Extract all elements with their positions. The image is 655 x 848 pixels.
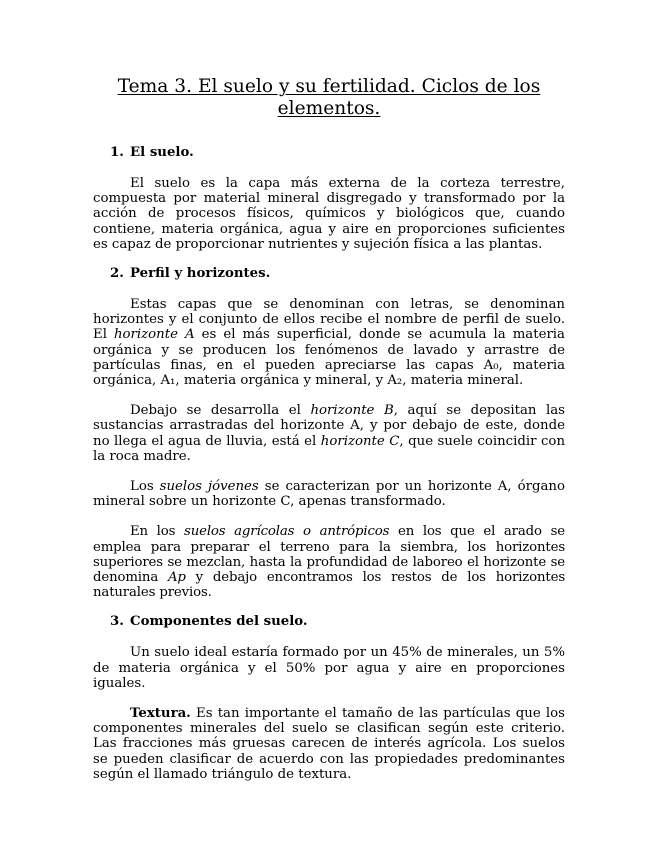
section-number: 3. bbox=[110, 614, 124, 630]
section-heading bbox=[93, 614, 565, 630]
paragraph: Estas capas que se denominan con letras, se denominan horizontes y el conjunto de ellos recibe el nombre de perfil de suelo. El horizonte A es el más superficial, donde se acumula la materia orgánica y se producen los fenómenos de lavado y arrastre de partículas finas, en el pueden apreciarse las capas A₀, materia orgánica, A₁, materia orgánica y mineral, y A₂, materia mineral. bbox=[93, 297, 565, 389]
paragraph: El suelo es la capa más externa de la corteza terrestre, compuesta por material mineral disgregado y transformado por la acción de procesos físicos, químicos y biológicos que, cuando contiene, materia orgánica, agua y aire en proporciones suficientes es capaz de proporcionar nutrientes y sujeción física a las plantas. bbox=[93, 176, 565, 252]
term-textura: Textura. bbox=[130, 706, 191, 722]
section-el-suelo bbox=[93, 145, 565, 252]
section-heading bbox=[93, 145, 565, 161]
paragraph: Un suelo ideal estaría formado por un 45% de minerales, un 5% de materia orgánica y el 50% por agua y aire en proporciones iguales. bbox=[93, 645, 565, 691]
document-page bbox=[93, 0, 565, 782]
term-suelos-jovenes: suelos jóvenes bbox=[159, 479, 259, 495]
section-number: 1. bbox=[110, 145, 124, 160]
term-horizonte-b: horizonte B bbox=[310, 403, 394, 419]
paragraph: En los suelos agrícolas o antrópicos en los que el arado se emplea para preparar el terreno para la siembra, los horizontes superiores se mezclan, hasta la profundidad de laboreo el horizonte se denomina Ap y debajo encontramos los restos de los horizontes naturales previos. bbox=[93, 524, 566, 601]
section-heading bbox=[93, 266, 565, 282]
section-title: Perfil y horizontes. bbox=[130, 266, 271, 282]
section-title: El suelo. bbox=[130, 145, 194, 160]
term-ap: Ap bbox=[167, 570, 186, 586]
page-title: Tema 3. El suelo y su fertilidad. Ciclos de los elementos. bbox=[117, 76, 541, 119]
section-perfil-horizontes bbox=[93, 266, 565, 600]
term-horizonte-c: horizonte C bbox=[320, 433, 400, 449]
section-title: Componentes del suelo. bbox=[130, 614, 308, 630]
term-suelos-agricolas: suelos agrícolas o antrópicos bbox=[184, 524, 390, 540]
paragraph: Debajo se desarrolla el horizonte B, aquí se depositan las sustancias arrastradas del horizonte A, y por debajo de este, donde no llega el agua de lluvia, está el horizonte C, que suele coincidir con la roca madre. bbox=[93, 403, 566, 464]
section-number: 2. bbox=[110, 266, 124, 282]
paragraph: Los suelos jóvenes se caracterizan por un horizonte A, órgano mineral sobre un horizonte C, apenas transformado. bbox=[93, 479, 565, 510]
paragraph: Textura. Es tan importante el tamaño de las partículas que los componentes minerales del suelo se clasifican según este criterio. Las fracciones más gruesas carecen de interés agrícola. Los suelos se pueden clasificar de acuerdo con las propiedades predominantes según el llamado triángulo de textura. bbox=[93, 706, 565, 782]
section-componentes bbox=[93, 614, 565, 782]
term-horizonte-a: horizonte A bbox=[113, 327, 195, 343]
